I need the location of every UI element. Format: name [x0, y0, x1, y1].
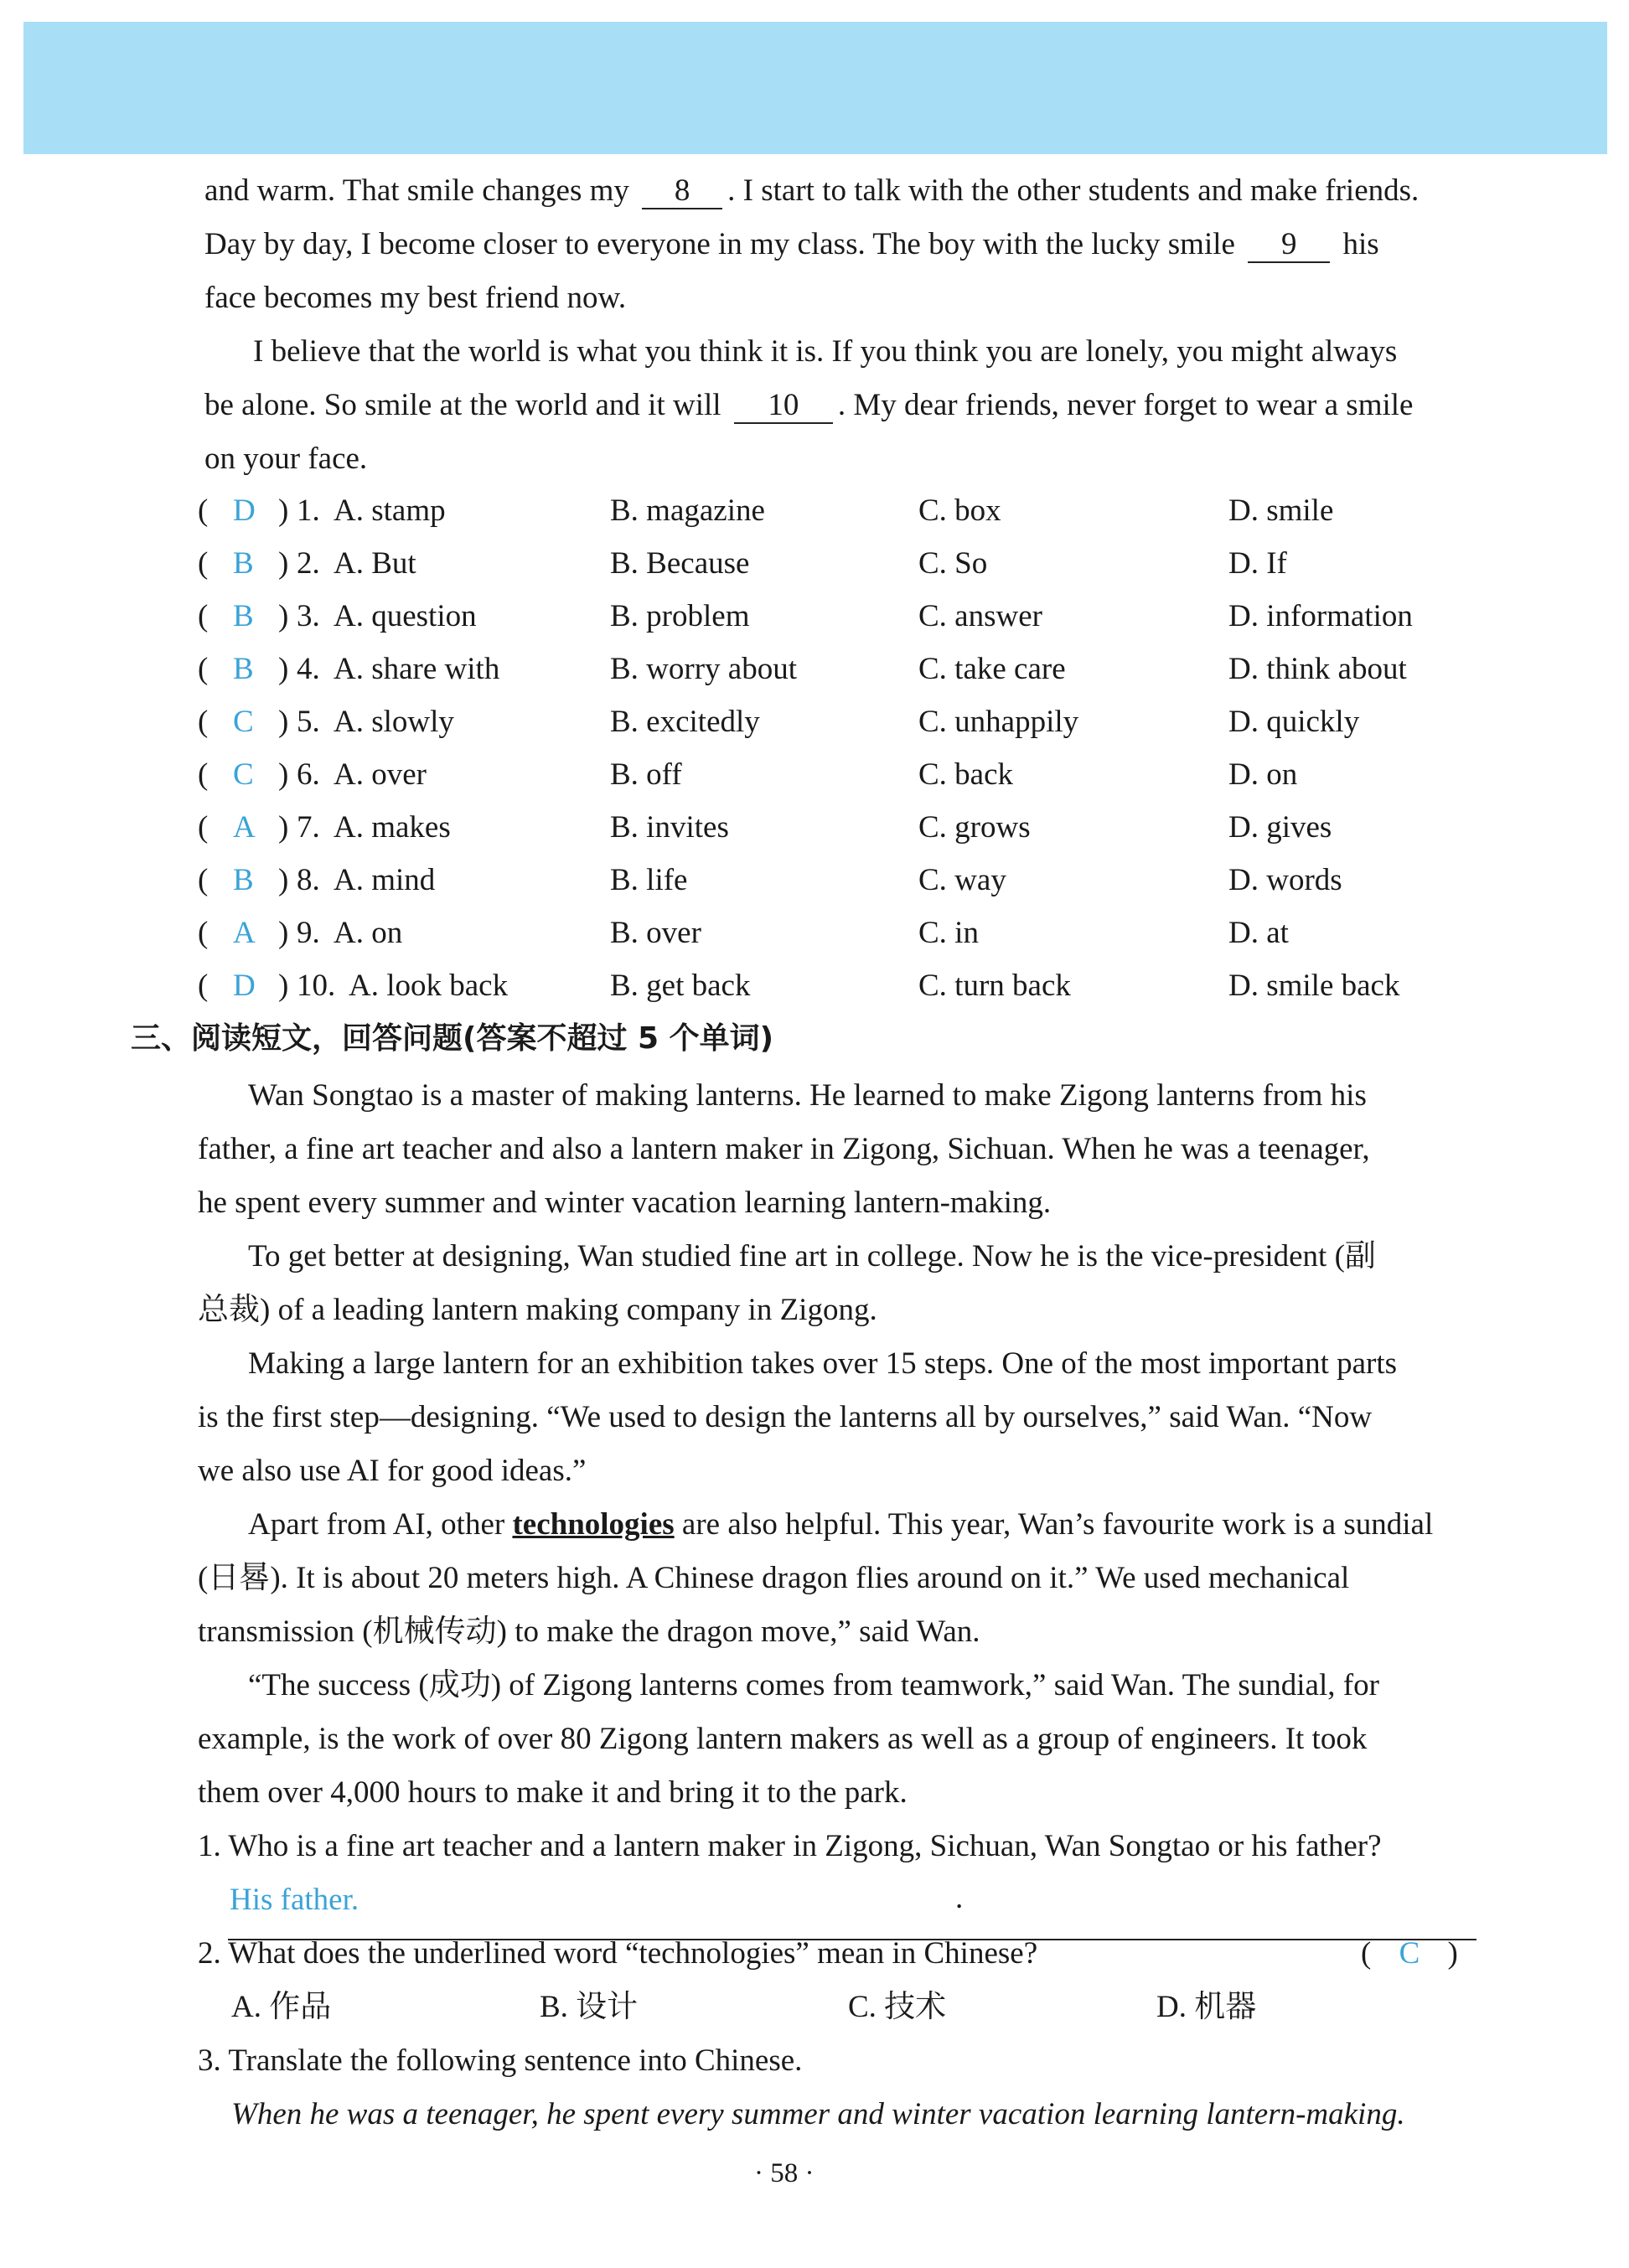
passage-line: 总裁) of a leading lantern making company in Zigong.: [198, 1293, 877, 1327]
question-3: 3. Translate the following sentence into Chinese.: [198, 2043, 803, 2078]
passage-line: (日晷). It is about 20 meters high. A Chinese dragon flies around on it.” We used mechanical: [198, 1561, 1350, 1595]
passage-line: To get better at designing, Wan studied fine art in college. Now he is the vice-president (副: [248, 1239, 1376, 1273]
cloze-text: . I start to talk with the other students and make friends.: [727, 173, 1420, 208]
blank-9: 9: [1248, 228, 1330, 263]
answer-1: His father.: [230, 1883, 359, 1917]
choice-a: A. 作品: [231, 1990, 332, 2024]
option-d: D. gives: [1228, 810, 1332, 845]
option-d: D. smile back: [1228, 969, 1400, 1003]
cloze-text: his: [1342, 227, 1379, 261]
option-d: D. words: [1228, 863, 1342, 897]
cloze-text: face becomes my best friend now.: [204, 281, 627, 315]
option-a: A. question: [334, 599, 477, 633]
option-a: A. share with: [334, 652, 500, 686]
option-b: B. invites: [610, 810, 729, 845]
option-b: B. problem: [610, 599, 750, 633]
cloze-text: be alone. So smile at the world and it will: [204, 388, 721, 422]
blank-8: 8: [642, 174, 722, 209]
option-c: C. back: [918, 757, 1014, 792]
choice-c: C. 技术: [848, 1990, 947, 2024]
passage-line: he spent every summer and winter vacation learning lantern-making.: [198, 1186, 1052, 1220]
question-2: 2. What does the underlined word “technologies” mean in Chinese?: [198, 1936, 1038, 1971]
cloze-line-2: [204, 226, 1379, 263]
section-title: 三、阅读短文，回答问题(答案不超过 5 个单词): [131, 1021, 774, 1056]
cloze-line-3: [204, 280, 626, 317]
option-b: B. off: [610, 757, 682, 792]
answer-mark: B: [233, 652, 254, 686]
passage-line: is the first step—designing. “We used to design the lanterns all by ourselves,” said Wan. “Now: [198, 1400, 1373, 1434]
option-d: D. smile: [1228, 493, 1334, 528]
answer-mark: B: [233, 546, 254, 581]
question-1: 1. Who is a fine art teacher and a lantern maker in Zigong, Sichuan, Wan Songtao or his father?: [198, 1829, 1382, 1863]
passage-line: father, a fine art teacher and also a lantern maker in Zigong, Sichuan. When he was a teenager,: [198, 1132, 1370, 1166]
answer-mark: C: [233, 705, 254, 739]
option-c: C. take care: [918, 652, 1066, 686]
answer-mark: B: [233, 599, 254, 633]
underlined-word: technologies: [512, 1507, 675, 1542]
option-a: A. mind: [334, 863, 436, 897]
answer-mark: A: [233, 810, 256, 845]
option-c: C. turn back: [918, 969, 1071, 1003]
cloze-text: and warm. That smile changes my: [204, 173, 629, 208]
option-b: B. get back: [610, 969, 751, 1003]
passage-line: “The success (成功) of Zigong lanterns comes from teamwork,” said Wan. The sundial, for: [248, 1668, 1379, 1702]
option-d: D. on: [1228, 757, 1298, 792]
period: .: [955, 1881, 964, 1915]
option-a: A. stamp: [334, 493, 446, 528]
cloze-text: . My dear friends, never forget to wear a smile: [837, 388, 1414, 422]
option-d: D. at: [1228, 916, 1289, 950]
passage-line: Apart from AI, other technologies are also helpful. This year, Wan’s favourite work is a sundial: [248, 1507, 1434, 1542]
option-b: B. worry about: [610, 652, 797, 686]
passage-line: them over 4,000 hours to make it and bring it to the park.: [198, 1775, 908, 1810]
cloze-line-1: [204, 173, 1419, 209]
option-c: C. way: [918, 863, 1006, 897]
option-d: D. If: [1228, 546, 1287, 581]
choice-b: B. 设计: [540, 1990, 639, 2024]
cloze-text: I believe that the world is what you think it is. If you think you are lonely, you might always: [253, 334, 1398, 369]
choice-d: D. 机器: [1156, 1990, 1257, 2024]
option-a: A. But: [334, 546, 416, 581]
answer-mark: C: [233, 757, 254, 792]
option-a: A. look back: [349, 969, 509, 1003]
cloze-text: Day by day, I become closer to everyone in my class. The boy with the lucky smile: [204, 227, 1235, 261]
blank-10: 10: [734, 389, 833, 424]
option-c: C. answer: [918, 599, 1042, 633]
option-c: C. in: [918, 916, 979, 950]
answer-mark: A: [233, 916, 256, 950]
option-d: D. quickly: [1228, 705, 1360, 739]
cloze-line-4: [253, 333, 1397, 370]
option-a: A. on: [334, 916, 403, 950]
option-b: B. excitedly: [610, 705, 760, 739]
option-b: B. over: [610, 916, 701, 950]
page: and warm. That smile changes my 8 . I start to talk with the other students and make friends. Day by day, I become closer to everyone in my class. The boy with the lucky smile 9 his face becomes my best friend now. I believe that the world is what you think it is. If you think you are lonely, you might always be alone. So smile at the world and it will 10 . My dear friends, never forget to wear a smile on your face. ( D ) 1. A. stamp B. magazine C. box D. smile ( B ) 2. A. But B. Because C. So D. If ( B ) 3. A. question B. problem C. answer D. information ( B ) 4. A. share with B. worry about C. take care D. think about ( C ) 5. A. slowly B. excitedly C. unhappily D. quickly ( C ) 6. A. over B. off C. back D. on ( A ) 7. A. makes B. invites C. grows D. gives ( B ) 8. A. mind B. life C. way D. words ( A ) 9. A. on B. over C. in D. at ( D ) 10. A. look back B. get back C. turn back D. smile back 三、阅读短文，回答问题(答案不超过 5 个单词) Wan Songtao is a master of making lanterns. He learned to make Zigong lanterns from his father, a fine art teacher and also a lantern maker in Zigong, Sichuan. When he was a teenager, he spent every summer and winter vacation learning lantern-making. To get better at designing, Wan studied fine art in college. Now he is the vice-president (副 总裁) of a leading lantern making company in Zigong. Making a large lantern for an exhibition takes over 15 steps. One of the most important parts is the first step—designing. “We used to design the lanterns all by ourselves,” said Wan. “Now we also use AI for good ideas.” Apart from AI, other technologies are also helpful. This year, Wan’s favourite work is a sundial (日晷). It is about 20 meters high. A Chinese dragon flies around on it.” We used mechanical transmission (机械传动) to make the dragon move,” said Wan. “The success (成功) of Zigong lanterns comes from teamwork,” said Wan. The sundial, for example, is the work of over 80 Zigong lantern makers as well as a group of engineers. It took them over 4,000 hours to make it and bring it to the park. 1. Who is a fine art teacher and a lantern maker in Zigong, Sichuan, Wan Songtao or his father? His father. . 2. What does the underlined word “technologies” mean in Chinese? ( C ) A. 作品 B. 设计 C. 技术 D. 机器 3. Translate the following sentence into Chinese. When he was a teenager, he spent every summer and winter vacation learning lantern-making. · 58 ·: [0, 0, 1629, 2268]
option-c: C. box: [918, 493, 1001, 528]
question-2-bracket: ( C ): [1361, 1936, 1458, 1971]
option-b: B. Because: [610, 546, 750, 581]
option-c: C. So: [918, 546, 988, 581]
cloze-line-5: [204, 387, 1413, 424]
option-c: C. grows: [918, 810, 1031, 845]
option-a: A. makes: [334, 810, 451, 845]
page-number: · 58 ·: [754, 2158, 814, 2188]
answer-line-1: [228, 1900, 1476, 1940]
option-b: B. life: [610, 863, 688, 897]
cloze-text: on your face.: [204, 442, 368, 476]
passage-line: Wan Songtao is a master of making lanterns. He learned to make Zigong lanterns from his: [248, 1078, 1367, 1113]
option-a: A. slowly: [334, 705, 454, 739]
passage-line: we also use AI for good ideas.”: [198, 1454, 587, 1488]
cloze-line-6: [204, 441, 367, 478]
option-a: A. over: [334, 757, 427, 792]
option-d: D. think about: [1228, 652, 1407, 686]
option-b: B. magazine: [610, 493, 765, 528]
option-c: C. unhappily: [918, 705, 1079, 739]
passage-line: transmission (机械传动) to make the dragon move,” said Wan.: [198, 1614, 980, 1649]
answer-2: C: [1399, 1936, 1420, 1971]
passage-line: Making a large lantern for an exhibition takes over 15 steps. One of the most important parts: [248, 1346, 1398, 1381]
answer-mark: D: [233, 969, 256, 1003]
answer-mark: B: [233, 863, 254, 897]
translate-sentence: When he was a teenager, he spent every summer and winter vacation learning lantern-making.: [231, 2097, 1405, 2131]
passage-line: example, is the work of over 80 Zigong lantern makers as well as a group of engineers. It took: [198, 1722, 1368, 1756]
option-d: D. information: [1228, 599, 1413, 633]
answer-mark: D: [233, 493, 256, 528]
